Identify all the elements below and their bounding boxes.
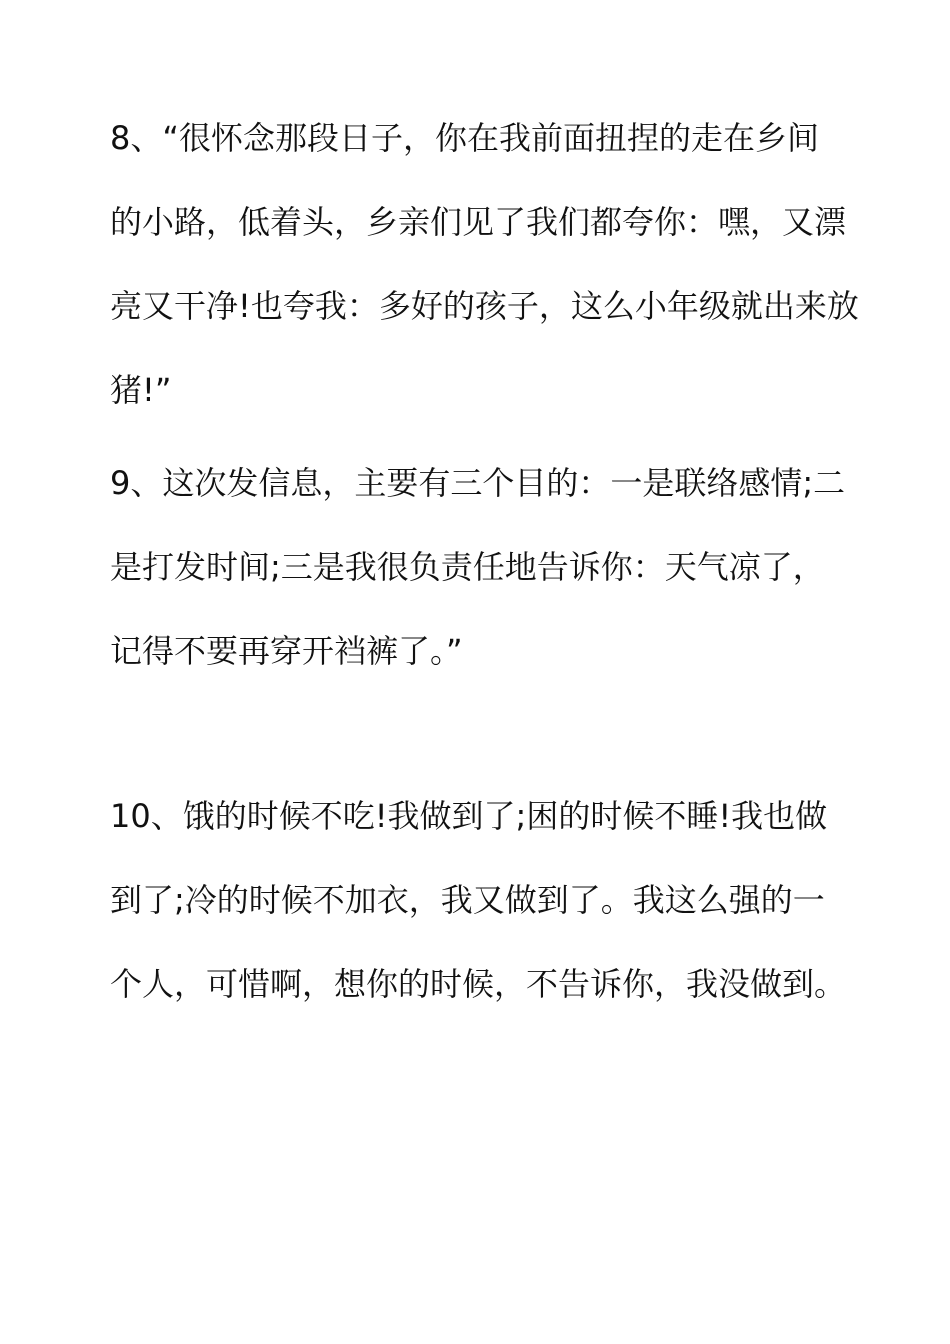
text-line: 亮又干净!也夸我：多好的孩子，这么小年级就出来放: [110, 287, 859, 325]
text-line: 猪!”: [110, 371, 172, 409]
text-line: 到了;冷的时候不加衣，我又做到了。我这么强的一: [110, 881, 825, 919]
text-line: 8、“很怀念那段日子，你在我前面扭捏的走在乡间: [110, 119, 819, 157]
text-line: 是打发时间;三是我很负责任地告诉你：天气凉了，: [110, 548, 825, 586]
text-line: 个人，可惜啊，想你的时候，不告诉你，我没做到。: [110, 965, 847, 1003]
text-line: 9、这次发信息，主要有三个目的：一是联络感情;二: [110, 464, 846, 502]
text-line: 10、饿的时候不吃!我做到了;困的时候不睡!我也做: [110, 797, 828, 835]
text-line: 记得不要再穿开裆裤了。”: [110, 632, 463, 670]
text-line: 的小路，低着头，乡亲们见了我们都夸你：嘿，又漂: [110, 203, 847, 241]
